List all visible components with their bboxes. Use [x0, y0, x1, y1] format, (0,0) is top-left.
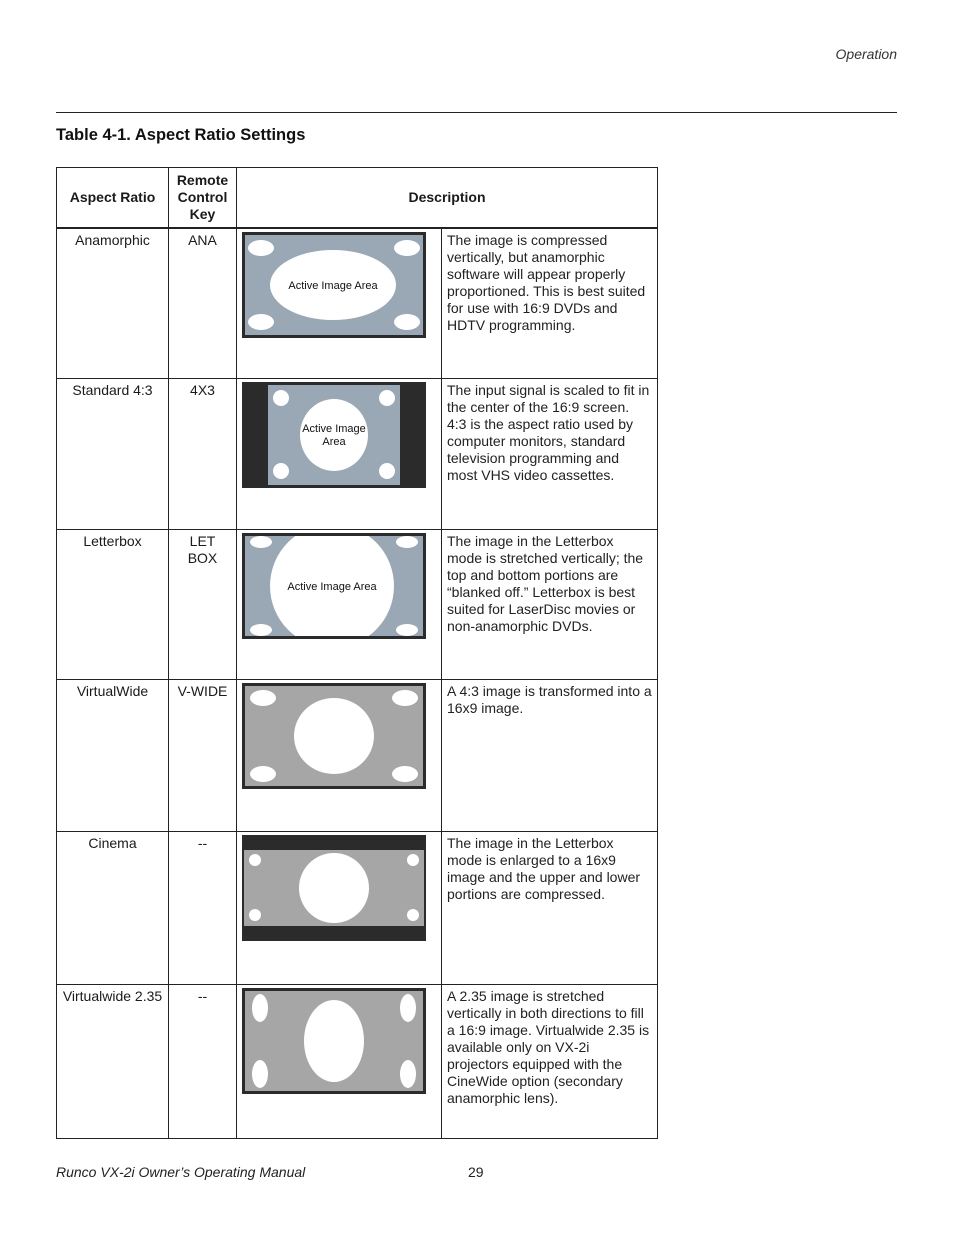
remote-key: --	[169, 831, 237, 984]
col-header-remote-key	[169, 168, 237, 229]
remote-key	[169, 529, 237, 679]
table-row	[57, 378, 658, 529]
aspect-ratio-name: Standard 4:3	[57, 378, 169, 529]
illustration-cell	[237, 984, 442, 1138]
running-head: Operation	[835, 46, 897, 62]
col-header-aspect-ratio: Aspect Ratio	[57, 168, 169, 229]
table-title: Table 4-1. Aspect Ratio Settings	[56, 126, 306, 144]
col-header-remote-key-text: Remote Control Key	[176, 172, 229, 222]
header-rule	[56, 112, 897, 113]
virtualwide-2-35-diagram	[242, 988, 426, 1094]
remote-key: ANA	[169, 228, 237, 378]
letterbox-diagram	[242, 533, 426, 639]
cinema-diagram	[242, 835, 426, 941]
remote-key: V-WIDE	[169, 679, 237, 831]
table-row	[57, 679, 658, 831]
col-header-description: Description	[237, 168, 658, 229]
footer-manual-title: Runco VX-2i Owner’s Operating Manual	[56, 1164, 306, 1180]
anamorphic-diagram	[242, 232, 426, 338]
aspect-ratio-name: Letterbox	[57, 529, 169, 679]
illustration-cell	[237, 529, 442, 679]
description-text: The input signal is scaled to fit in the center of the 16:9 screen. 4:3 is the aspect ratio used by computer monitors, standard television programming and most VHS video cassettes.	[442, 378, 658, 529]
aspect-ratio-table	[56, 167, 658, 1139]
illustration-cell	[237, 378, 442, 529]
active-image-area-label: Active Image Area	[287, 580, 377, 593]
remote-key: 4X3	[169, 378, 237, 529]
virtualwide-diagram	[242, 683, 426, 789]
table-row	[57, 228, 658, 378]
aspect-ratio-name: Virtualwide 2.35	[57, 984, 169, 1138]
illustration-cell	[237, 228, 442, 378]
description-text: A 2.35 image is stretched vertically in both directions to fill a 16:9 image. Virtualwide 2.35 is available only on VX-2i projectors equipped with the CineWide option (secondary anamorphic lens).	[442, 984, 658, 1138]
remote-key: --	[169, 984, 237, 1138]
aspect-ratio-name: Cinema	[57, 831, 169, 984]
description-text: The image is compressed vertically, but anamorphic software will appear properly proportioned. This is best suited for use with 16:9 DVDs and HDTV programming.	[442, 228, 658, 378]
aspect-ratio-name: Anamorphic	[57, 228, 169, 378]
active-image-area-label-line-2: Area	[322, 435, 346, 448]
active-image-area-label-line-1: Active Image	[302, 422, 366, 435]
table-row	[57, 529, 658, 679]
table-row	[57, 831, 658, 984]
illustration-cell	[237, 679, 442, 831]
active-image-area-label: Active Image Area	[288, 280, 378, 292]
description-text: A 4:3 image is transformed into a 16x9 image.	[442, 679, 658, 831]
table-row	[57, 984, 658, 1138]
table-header-row	[57, 168, 658, 229]
description-text: The image in the Letterbox mode is stretched vertically; the top and bottom portions are “blanked off.” Letterbox is best suited for LaserDisc movies or non-anamorphic DVDs.	[442, 529, 658, 679]
page-number: 29	[468, 1164, 484, 1180]
description-text: The image in the Letterbox mode is enlarged to a 16x9 image and the upper and lower portions are compressed.	[442, 831, 658, 984]
aspect-ratio-name: VirtualWide	[57, 679, 169, 831]
illustration-cell	[237, 831, 442, 984]
remote-key-text: LET BOX	[187, 532, 218, 566]
standard-4-3-diagram	[242, 382, 426, 488]
